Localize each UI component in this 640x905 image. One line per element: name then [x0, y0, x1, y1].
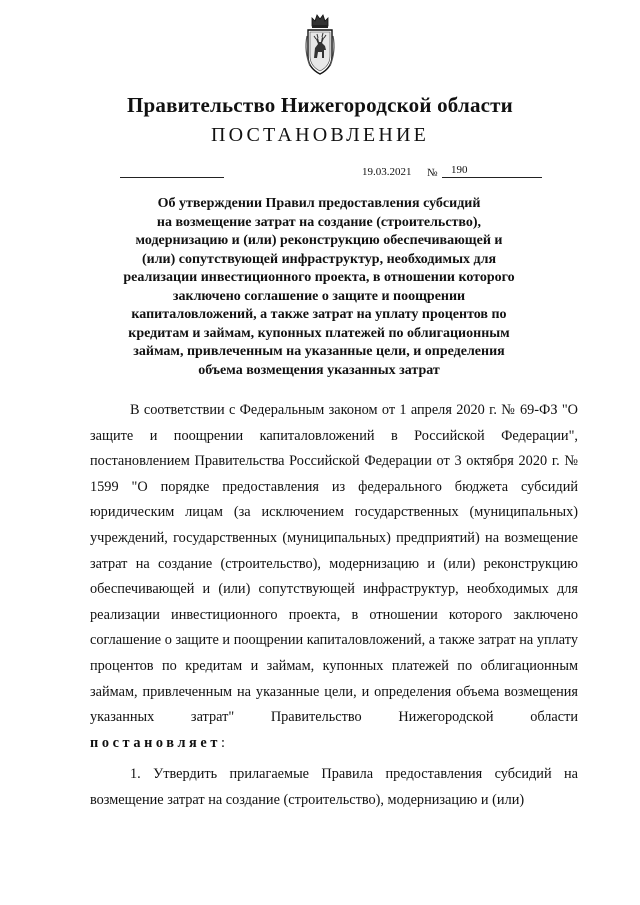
coat-of-arms-icon [302, 6, 338, 78]
document-type-heading: ПОСТАНОВЛЕНИЕ [210, 124, 430, 146]
document-date: 19.03.2021 [362, 166, 412, 178]
title-line: объема возмещения указанных затрат [198, 362, 440, 378]
title-line: реализации инвестиционного проекта, в отношении которого [123, 270, 515, 285]
title-line: на возмещение затрат на создание (строительство), [156, 214, 482, 230]
number-underline [442, 177, 542, 178]
preamble-text: В соответствии с Федеральным законом от 1 апреля 2020 г. № 69-ФЗ "О защите и поощрении капиталовложений в Российской Федерации", постановлением Правительства Российской Федерации от 3 октября 2020 г. № 1599 "О порядке предоставления из федерального бюджета субсидий юридическим лицам (за исключением государственных (муниципальных) учреждений, государственных (муниципальных) предприятий) на возмещение затрат на создание (строительство), модернизацию и (или) реконструкцию обеспечивающей и (или) сопутствующей инфраструктур, необходимых для реализации инвестиционного проекта, в отношении которого заключено соглашение о защите и поощрении капиталовложений, а также затрат на уплату процентов по кредитам и займам, купонных платежей по облигационным займам, привлеченным на указанные цели, и определения объема возмещения указанных затрат" Правительство Нижегородской области [90, 402, 578, 726]
title-line: займам, привлеченным на указанные цели, и определения [133, 344, 505, 359]
document-number: 190 [451, 164, 468, 176]
title-line: капиталовложений, а также затрат на уплату процентов по [131, 307, 507, 322]
preamble-paragraph [90, 398, 578, 756]
title-line: заключено соглашение о защите и поощрении [172, 288, 466, 304]
item-1-paragraph: 1. Утвердить прилагаемые Правила предоставления субсидий на возмещение затрат на создание (строительство), модернизацию и (или) [90, 766, 578, 808]
document-title [110, 195, 528, 380]
document-body [90, 398, 578, 814]
title-line: кредитам и займам, купонных платежей по облигационным [128, 325, 510, 341]
title-line: Об утверждении Правил предоставления субсидий [157, 196, 481, 211]
number-sign: № [427, 167, 438, 179]
decree-word: постановляет [90, 734, 221, 751]
title-line: (или) сопутствующей инфраструктур, необходимых для [141, 251, 497, 267]
title-line: модернизацию и (или) реконструкцию обеспечивающей и [135, 233, 503, 248]
decree-colon: : [220, 734, 225, 751]
blank-line-left [120, 177, 224, 178]
organization-title: Правительство Нижегородской области [127, 93, 513, 117]
